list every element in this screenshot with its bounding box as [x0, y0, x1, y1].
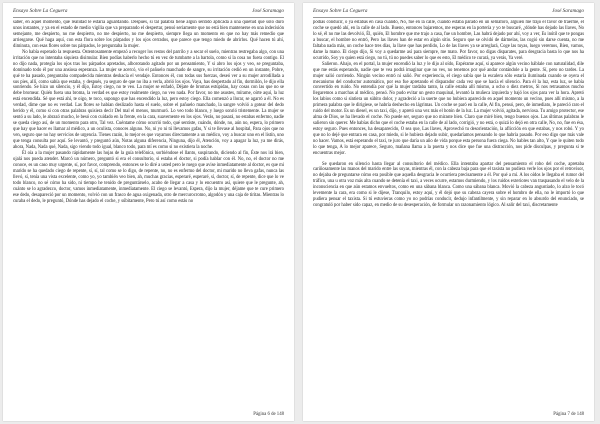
page-number: Página 7 de 148 [553, 412, 584, 417]
book-author: José Saramago [552, 8, 584, 14]
left-page [3, 3, 294, 421]
right-page [303, 3, 594, 421]
page-body [13, 20, 284, 405]
page-body [313, 20, 584, 405]
paragraph: Se quedaron en silencio hasta llegar al consultorio del médico. Ella intentaba apartar del pensamiento el robo del coche, apretaba cariñosamente las manos del marido entre las suyas, mientras él, con la cabeza baja para que el taxista no pudiera verle los ojos por el retrovisor, no dejaba de preguntarse cómo era posible que aquella desgracia le ocurriera precisamente a él. Por qué a mí. A los oídos le llegaba el rumor del tráfico, una u otra voz más alta cuando se detenía el taxi, a veces ocurre, estamos durmiendo, y los ruidos exteriores van traspasando el velo de la inconsciencia en que aún estamos envueltos, como en una sábana blanca. Como una sábana blanca. Movió la cabeza angustiado, lo alzo le tocó levemente la cara, era como si le dijese, Tranquilo, estoy aquí, y él dejó que su cabeza cayera sobre el hombro de ella, no le importó lo que pudiera pensar el taxista. Si tú estuvieras como yo no podrías conducir, dedujo infantilmente, y sin reparar en lo absurdo del enunciado, se congratuló por haber sido capaz, en medio de su desesperación, de formular un razonamiento lógico. Al salir del taxi, discretamente [313, 161, 584, 209]
book-title: Ensayo Sobre La Ceguera [313, 8, 368, 14]
paragraph: Él oía a la mujer pasando rápidamente las hojas de la guía telefónica, sorbiéndose el llanto, suspirando, diciendo al fin, Éste nos irá bien, ojalá nos pueda atender. Marcó un número, preguntó si era el consultorio, si estaba el doctor, si podía hablar con él. No, no, el doctor no me conoce, es un caso muy urgente, sí, por favor, comprendo, entonces se lo diré a usted pero le ruego que avise inmediatamente al doctor, es que mi marido se ha quedado ciego de repente, sí, sí, tal como se lo digo, de repente, no, no es enfermo del doctor, mi marido no lleva gafas, nunca las llevó, sí, tenía una vista excelente, como yo, yo también veo bien, ah, muchas gracias, esperaré, esperaré, sí, doctor, sí, de repente, dice que lo ve todo blanco, no sé cómo ha sido, ni tiempo he tenido de preguntárselo, acabo de llegar a casa y lo encuentro así, quiere que le pregunte, ah, cuánto se lo agradezco, doctor, vamos inmediatamente, inmediatamente. El ciego se levantó, Espera, dijo la mujer, déjame que te cure primero ese dedo, desapareció por un momento, volvió con un frasco de agua oxigenada, otro de mercurocromo, algodón y una caja de tiritas. Mientras lo curaba el dedo, le preguntó, Dónde has dejado el coche, y súbitamente, Pero tú así como estás no [13, 150, 284, 204]
book-title: Ensayo Sobre La Ceguera [13, 8, 68, 14]
page-number: Página 6 de 148 [253, 412, 284, 417]
paragraph: No había esperado la respuesta. Ostentosamente empezó a recoger los restos del parrilo y a secar el suelo, mientras restregaba algo, con una irritación que no intentaba siquiera disimular. Bien podías haberlo hecho tú en vez de tumbarte a la bartola, como si la cosa no fuera contigo. El no dijo nada, protegía los ojos tras los párpados apretados, alborotando agitado por un pensamiento, Y si abro los ojos y veo, se preguntaba, dominado todo él por una ansiosa esperanza. La mujer se acercó, vio el pañuelo manchado de sangre, su irritación cedió en un instante, Pobre, qué te ha pasado, preguntaba compadecida mientras deshacía el vendaje. Entonces él, con todas sus fuerzas, deseó ver a su mujer arrodillada a sus pies, allí, como sabía que estaba, y después, ya seguro de que no iba a verla, abrió los ojos. Vaya, has despertado al fin, dormilón, le dijo ella sonriendo. Se hizo un silencio, y él dijo, Estoy ciego, no te veo. La mujer se enfadó, Déjate de bromas estúpidas, hay cosas con las que no se debe bromear. Quién fuera una broma, la verdad es que estoy realmente ciego, no veo nada. Por favor, no me asustes, mírame, oírte aquí, la luz está encendida. Sé que está ahí, te oigo, te toco, supongo que has encendido la luz, pero estoy ciego. Ella comenzó a llorar, se agarró a él. No es verdad, dime que no es verdad. Las flores se habían deslizado hasta el suelo, sobre el pañuelo manchado, la sangre volvió a gotear del dedo herido y él, como si con otras palabras quisiera decir Del mal el menos, murmuró. Lo veo todo blanco, y luego sonrió tristemente. La mujer se sentó a su lado, le abrazó mucho, le besó con cuidado en la frente, en la cara, suavemente en los ojos. Verás, no pasará, no estabas enfermo, nadie se queda ciego así, de un momento para otro, Tal vez. Cuéntame cómo ocurrió todo, qué sentiste, cuándo, dónde, no, aún no, espera, lo primero que hay que hacer es llamar al médico, a un oculista, conoces alguno. No, ni yo ni tú llevamos gafas, Y si te llevase al hospital, Para ojos que no ven, seguro que no hay servicios de urgencia. Tienes razón, lo mejor es que vayamos directamente a un médico, voy a buscar uno en el listín, uno que tenga consulta por aquí. Se levantó, y preguntó aún, Notas alguna diferencia, Ninguna, dijo él, Atención, voy a apagar la luz, ya me dirás, ahora, Nada, Nada qué, Nada, sigo viendo todo igual, blanco todo, para mí es como si no existiera la noche. [13, 49, 284, 151]
book-author: José Saramago [252, 8, 284, 14]
page-header [313, 7, 584, 18]
paragraph: saber, en aquel momento, qué realidad le estaría aguardando. Después, si tal palabra tiene algún sentido aplicada a una quietud que sólo duró unos instantes, y ya en el estado de medio vigilia que va preparando el despertar, pensó seriamente que no está bien mantenerse en una indecisión semejante, me despierto, no me despierto, no me despierto, no me despierto, siempre llega un momento en que no hay más remedio que arriesgarse. Qué haga aquí, con esta flora sobre los párpados y los ojos cerrados, que parece que tengo miedo de abrirlos. Qué hacen tú ahí, diminuta, con esas flores sobre tus párpados, le preguntaba la mujer. [13, 20, 284, 49]
paragraph: Salieron. Abajo, en el portal, la mujer encendió la luz y le dijo al oído, Espérame aquí, si aparece algún vecino háblale con naturalidad, dile que me estás esperando, nadie que te vea podrá imaginar que no ves, no tenemos por qué andar contándole a la gente. Sí, pero no tardes. La mujer salió corriendo. Ningún vecino entró ni salió. Por experiencia, el ciego sabía que la escalera sólo estaría iluminada cuando se oyera el mecanismo del conductor automático, por eso fue apretando el disparador cada vez que se hacía el silencio. Para él la luz, esta luz, se había convertido en ruido. No entendía por qué la mujer tardaba tanto, la calle estaba allí mismo, a ocho o diez metros, Si nos retrasamos mucho llegaremos a marchas al médico, pensó. No pudo evitar un gesto maquinal, levantó la muñeca izquierda y bajó los ojos para ver la hora. Apretó los labios como si sintiera un súbito dolor, y agradeció a la suerte que no hubiera aparecido en aquel momento un vecino, pues allí mismo, a la primera palabra que le dirigiese, se habría deshecho en lágrimas. Un coche se paró en la calle, Al fin, pensó, pero, de inmediato, le pareció raro el ruido del motor. Es un diesel, es un taxi, dijo, y apretó una vez más el botón de la luz. La mujer volvió, agitada, nerviosa. Tu amigo protector, ese alma de Dios, se ha llevado el coche. No puede ser, seguro que no miraste bien. Claro que miré bien, tengo buenos ojos. Las últimas palabras le salieron sin querer. Me habías dicho que el coche estaba en la calle de al lado, corrigió, y no está, o quizá lo dejó en otra calle, No, no, fue en ésa, estoy seguro. Pues entonces, ha desaparecido, O sea que, Las llaves, Aprovechó tu desorientación, la aflicción en que estabas, y nos robó. Y yo que no lo dejé que entrara en casa, por miedo, si le hubiera dejado subir, quedaríamos pensando lo que habría pasado. Por eso digo que más vale no hacer. Vamos, está esperando el taxi, te juro que daría un año de vida porque esta persona fuera ciega. No hables tan alto, Y que le quiten todo lo que tenga, A lo mejor aparece, Seguro, mañana llama a la puerta y nos dice que fue una distracción, nos pide disculpas, y pregunta si te encuentras mejor. [313, 61, 584, 156]
paragraph: podías conducir, o ya estabas en casa cuando, No, fue en la calle, cuando estaba parado en un semáforo, alguien me trajo el favor de traerme, el coche se quedó ahí, en la calle de al lado. Bueno, entonces bajaremos, me esperas en la portería y yo te buscaré, ¿dónde has dejado las llaves, No lo sé, él no me las devolvió, Él, quién, El hombre que me trajo a casa, fue un hombre, Las habrá dejado por ahí, voy a ver, Es inútil que te pongas a buscar, el hombre no entró, Pero las llaves han de estar en algún sitio. Seguro que se olvidó de dármelas, las cogió sin darse cuenta, no me faltaba nada más, un coche hace tres días, la llave que has perdido, Lo de las llaves ya se arreglará, Coge las tuyas, luego veremos, Bien, vamos, dame la mano. El ciego dijo, Si voy a quedarme así para siempre, me mato. Por favor, no digas disparates, para desgracia basta lo que nos ha ocurrido, Soy yo quien está ciego, no tú, tú no puedes saber lo que es esto, El médico te curará, ya verás, Ya veré. [313, 20, 584, 61]
page-header [13, 7, 284, 18]
